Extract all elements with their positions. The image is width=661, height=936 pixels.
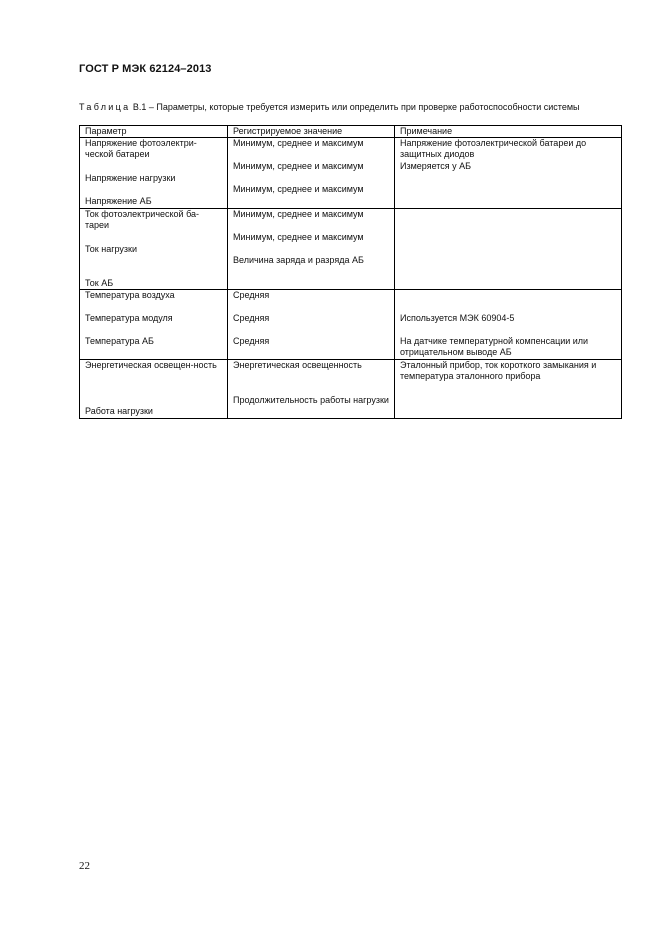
value-load-operation: Продолжительность работы нагрузки (233, 395, 389, 405)
value-module-temperature: Средняя (233, 313, 270, 323)
cell-note (395, 360, 622, 419)
cell-note (395, 209, 622, 290)
parameter-load-current: Ток нагрузки (85, 244, 137, 254)
cell-parameter (80, 209, 228, 290)
table-row-current (80, 209, 622, 290)
parameter-battery-current: Ток АБ (85, 278, 114, 288)
note-load-voltage: Измеряется у АБ (400, 161, 472, 171)
parameter-air-temperature: Температура воздуха (85, 290, 175, 300)
parameter-module-temperature: Температура модуля (85, 313, 173, 323)
table-caption-text: – Параметры, которые требуется измерить или определить при проверке работоспособности системы (146, 102, 580, 112)
cell-note (395, 138, 622, 209)
parameter-irradiance: Энергетическая освещен-ность (85, 360, 217, 370)
value-pv-current: Минимум, среднее и максимум (233, 209, 364, 219)
note-irradiance: Эталонный прибор, ток короткого замыкания и температура эталонного прибора (400, 360, 597, 381)
column-header-note: Примечание (395, 126, 622, 138)
table-header-row (80, 126, 622, 138)
parameter-load-operation: Работа нагрузки (85, 406, 153, 416)
note-module-temperature: Используется МЭК 60904-5 (400, 313, 515, 323)
value-pv-voltage: Минимум, среднее и максимум (233, 138, 364, 148)
note-battery-temperature: На датчике температурной компенсации или отрицательном выводе АБ (400, 336, 589, 357)
parameters-table (79, 125, 622, 419)
cell-parameter (80, 138, 228, 209)
parameter-battery-temperature: Температура АБ (85, 336, 154, 346)
cell-parameter (80, 360, 228, 419)
note-pv-voltage: Напряжение фотоэлектрической батареи до защитных диодов (400, 138, 587, 159)
table-caption-number: В.1 (132, 102, 147, 112)
value-load-voltage: Минимум, среднее и максимум (233, 161, 364, 171)
document-header (79, 63, 212, 75)
table-row-irradiance (80, 360, 622, 419)
table-caption (79, 102, 615, 112)
cell-recorded-value (228, 360, 395, 419)
table-row-temperature (80, 290, 622, 360)
cell-recorded-value (228, 290, 395, 360)
value-battery-temperature: Средняя (233, 336, 270, 346)
parameter-load-voltage: Напряжение нагрузки (85, 173, 176, 183)
value-air-temperature: Средняя (233, 290, 270, 300)
cell-parameter (80, 290, 228, 360)
cell-recorded-value (228, 138, 395, 209)
value-battery-voltage: Минимум, среднее и максимум (233, 184, 364, 194)
table-row-voltage (80, 138, 622, 209)
parameter-pv-voltage: Напряжение фотоэлектри-ческой батареи (85, 138, 197, 159)
parameter-battery-voltage: Напряжение АБ (85, 196, 152, 206)
column-header-parameter: Параметр (80, 126, 228, 138)
parameter-pv-current: Ток фотоэлектрической ба-тареи (85, 209, 200, 230)
cell-recorded-value (228, 209, 395, 290)
value-load-current: Минимум, среднее и максимум (233, 232, 364, 242)
value-irradiance: Энергетическая освещенность (233, 360, 362, 370)
value-battery-current: Величина заряда и разряда АБ (233, 255, 364, 265)
column-header-recorded-value: Регистрируемое значение (228, 126, 395, 138)
page-number: 22 (79, 860, 90, 872)
table-caption-label: Таблица (79, 102, 131, 112)
standard-designation: ГОСТ Р МЭК 62124–2013 (79, 63, 212, 75)
cell-note (395, 290, 622, 360)
